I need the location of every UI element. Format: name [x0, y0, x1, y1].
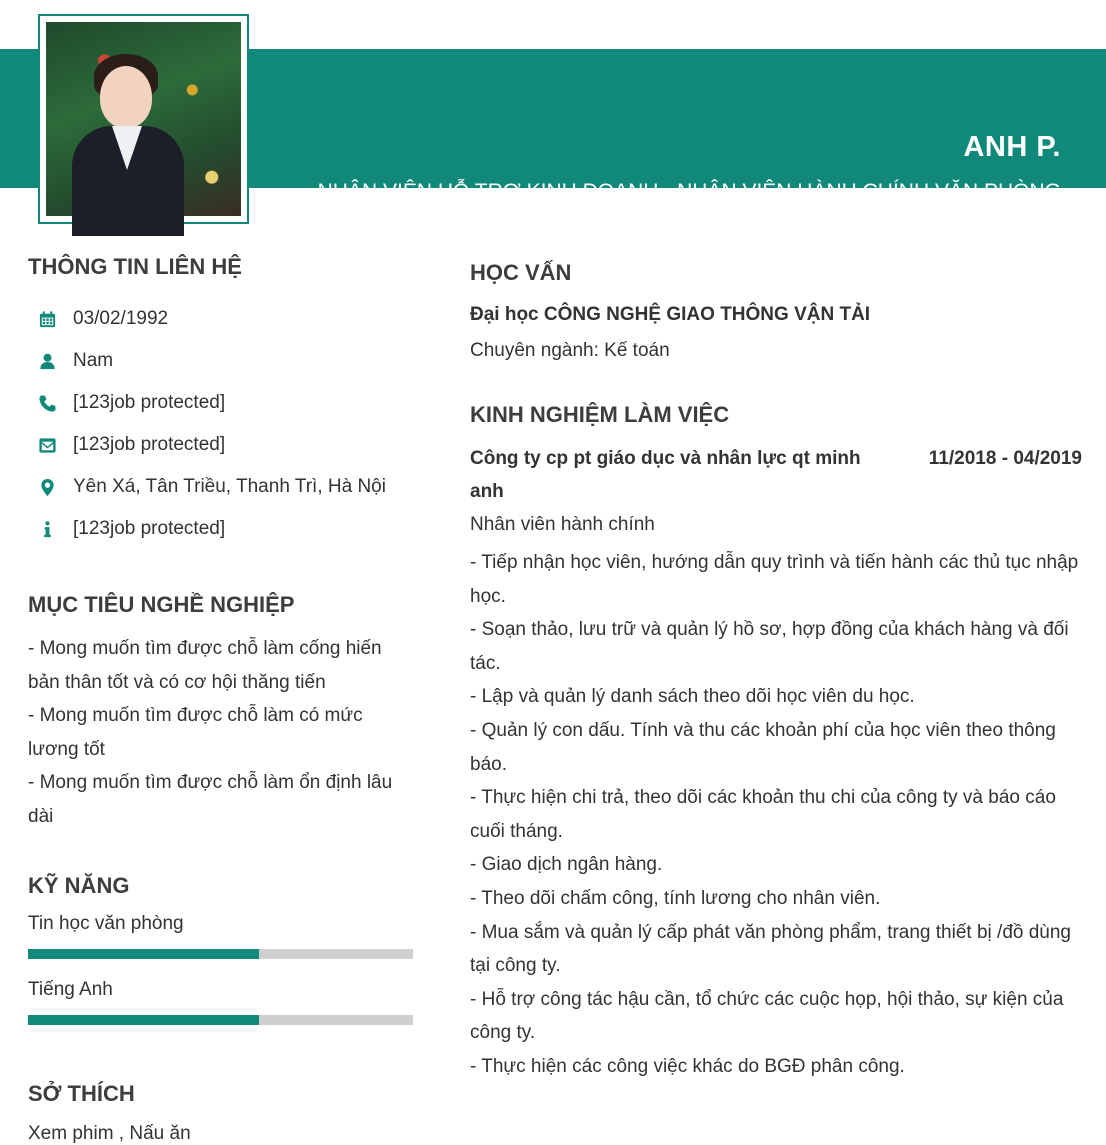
- contact-item-address: [28, 466, 413, 508]
- info-icon: [28, 520, 73, 539]
- duty-item: - Quản lý con dấu. Tính và thu các khoản phí của học viên theo thông báo.: [470, 719, 1056, 775]
- contact-item-birthday: [28, 298, 413, 340]
- school-name: Đại học CÔNG NGHỆ GIAO THÔNG VẬN TẢI: [470, 304, 871, 325]
- skill-bar-fill: [28, 1015, 259, 1025]
- company-name: Công ty cp pt giáo dục và nhân lực qt minh anh: [470, 448, 861, 502]
- duty-item: - Hỗ trợ công tác hậu cần, tổ chức các cuộc họp, hội thảo, sự kiện của công ty.: [470, 988, 1064, 1044]
- user-icon: [28, 352, 73, 371]
- skill-bar: [28, 949, 413, 959]
- job-position: Nhân viên hành chính: [470, 514, 655, 535]
- contact-section-title: THÔNG TIN LIÊN HỆ: [28, 254, 242, 279]
- job-period: 11/2018 - 04/2019: [928, 448, 1082, 469]
- contact-text: Yên Xá, Tân Triều, Thanh Trì, Hà Nội: [73, 476, 386, 497]
- map-marker-icon: [28, 478, 73, 497]
- calendar-icon: [28, 310, 73, 329]
- skill-bar: [28, 1015, 413, 1025]
- job-header: [470, 442, 1082, 508]
- hobbies-section-title: SỞ THÍCH: [28, 1081, 135, 1106]
- skills-section-title: KỸ NĂNG: [28, 873, 130, 898]
- major-text: Chuyên ngành: Kế toán: [470, 340, 670, 361]
- contact-text: 03/02/1992: [73, 308, 169, 329]
- skill-name: Tin học văn phòng: [28, 913, 184, 934]
- skill-name: Tiếng Anh: [28, 979, 113, 1000]
- objective-line: - Mong muốn tìm được chỗ làm cống hiến bản thân tốt và có cơ hội thăng tiến: [28, 638, 382, 693]
- left-column: [28, 254, 413, 1145]
- duty-list: [470, 546, 1082, 1084]
- envelope-icon: [28, 436, 73, 455]
- skill-item: [28, 977, 413, 1025]
- contact-text: [123job protected]: [73, 518, 226, 539]
- contact-item-email: [28, 424, 413, 466]
- duty-item: - Thực hiện các công việc khác do BGĐ phân công.: [470, 1055, 905, 1077]
- duty-item: - Mua sắm và quản lý cấp phát văn phòng phẩm, trang thiết bị /đồ dùng tại công ty.: [470, 921, 1071, 977]
- experience-section-title: KINH NGHIỆM LÀM VIỆC: [470, 402, 730, 427]
- duty-item: - Theo dõi chấm công, tính lương cho nhân viên.: [470, 887, 881, 909]
- profile-photo-frame: [38, 14, 249, 224]
- contact-text: Nam: [73, 350, 114, 371]
- candidate-name: ANH P.: [963, 131, 1061, 163]
- contact-item-info: [28, 508, 413, 550]
- objective-section-title: MỤC TIÊU NGHỀ NGHIỆP: [28, 592, 295, 617]
- contact-item-gender: [28, 340, 413, 382]
- objective-text: [28, 632, 413, 833]
- contact-text: [123job protected]: [73, 434, 226, 455]
- duty-item: - Lập và quản lý danh sách theo dõi học viên du học.: [470, 686, 915, 708]
- skill-bar-fill: [28, 949, 259, 959]
- phone-icon: [28, 394, 73, 413]
- duty-item: - Tiếp nhận học viên, hướng dẫn quy trình và tiến hành các thủ tục nhập học.: [470, 552, 1079, 607]
- objective-line: - Mong muốn tìm được chỗ làm có mức lương tốt: [28, 705, 363, 760]
- contact-text: [123job protected]: [73, 392, 226, 413]
- duty-item: - Giao dịch ngân hàng.: [470, 854, 663, 876]
- right-column: [470, 260, 1082, 1084]
- duty-item: - Soạn thảo, lưu trữ và quản lý hồ sơ, hợp đồng của khách hàng và đối tác.: [470, 619, 1069, 674]
- skill-item: [28, 911, 413, 959]
- candidate-title: NHÂN VIÊN HỖ TRỢ KINH DOANH - NHÂN VIÊN HÀNH CHÍNH VĂN PHÒNG: [317, 180, 1061, 203]
- profile-photo: [46, 22, 241, 216]
- duty-item: - Thực hiện chi trả, theo dõi các khoản thu chi của công ty và báo cáo cuối tháng.: [470, 787, 1056, 842]
- objective-line: - Mong muốn tìm được chỗ làm ổn định lâu dài: [28, 772, 393, 827]
- contact-item-phone: [28, 382, 413, 424]
- hobbies-text: Xem phim , Nấu ăn: [28, 1123, 191, 1144]
- contact-list: [28, 298, 413, 550]
- education-section-title: HỌC VẤN: [470, 260, 572, 285]
